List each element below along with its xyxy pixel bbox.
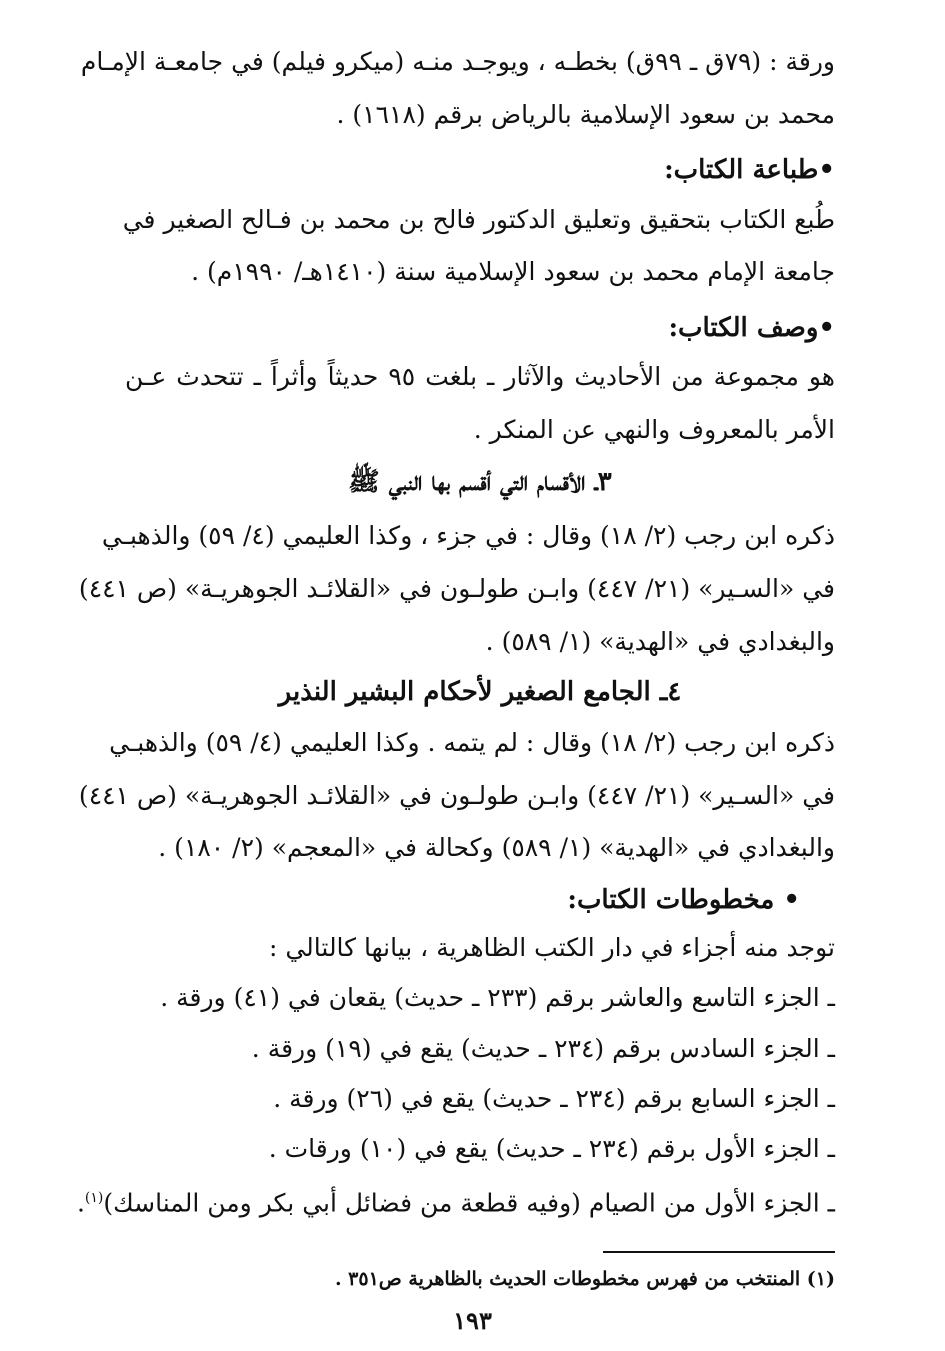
list-item-end: . bbox=[76, 1188, 85, 1218]
book-title-heading: ٤ـ الجامع الصغير لأحكام البشير النذير bbox=[278, 677, 682, 707]
footnote-marker: (١) bbox=[84, 1190, 104, 1206]
list-item: ـ الجزء الأول برقم (٢٣٤ ـ حديث) يقع في (١٠) ورقات . bbox=[268, 1134, 835, 1163]
paragraph-line: ورقة : (٧٩ق ـ ٩٩ق) بخطـه ، ويوجـد منـه (ميكرو فيلم) في جامعـة الإمـام bbox=[80, 47, 835, 76]
section-heading-description: •وصف الكتاب: bbox=[668, 313, 835, 343]
list-item-text: ـ الجزء الأول من الصيام (وفيه قطعة من فضائل أبي بكر ومن المناسك) bbox=[103, 1188, 835, 1218]
section-heading-printing: •طباعة الكتاب: bbox=[664, 155, 835, 185]
paragraph-line: طُبع الكتاب بتحقيق وتعليق الدكتور فالح بن محمد بن فـالح الصغير في bbox=[122, 205, 835, 234]
list-item: ـ الجزء التاسع والعاشر برقم (٢٣٣ ـ حديث) يقعان في (٤١) ورقة . bbox=[160, 983, 835, 1012]
paragraph-line: محمد بن سعود الإسلامية بالرياض برقم (١٦١٨) . bbox=[336, 100, 835, 129]
paragraph-line: في «السـير» (٢١/ ٤٤٧) وابـن طولـون في «القلائـد الجوهريـة» (ص ٤٤١) bbox=[78, 574, 835, 603]
footnote: (١) المنتخب من فهرس مخطوطات الحديث بالظاهرية ص٣٥١ . bbox=[334, 1268, 835, 1290]
list-item: ـ الجزء السابع برقم (٢٣٤ ـ حديث) يقع في (٢٦) ورقة . bbox=[273, 1084, 835, 1113]
list-item: ـ الجزء السادس برقم (٢٣٤ ـ حديث) يقع في (١٩) ورقة . bbox=[251, 1034, 835, 1063]
paragraph-line: الأمر بالمعروف والنهي عن المنكر . bbox=[473, 415, 835, 444]
section-heading-manuscripts: • مخطوطات الكتاب: bbox=[567, 885, 800, 915]
paragraph-line: جامعة الإمام محمد بن سعود الإسلامية سنة (١٤١٠هـ/ ١٩٩٠م) . bbox=[191, 257, 835, 286]
list-item bbox=[76, 1178, 835, 1223]
paragraph-line: توجد منه أجزاء في دار الكتب الظاهرية ، بيانها كالتالي : bbox=[268, 933, 835, 962]
paragraph-line: والبغدادي في «الهدية» (١/ ٥٨٩) . bbox=[485, 627, 835, 656]
paragraph-line: ذكره ابن رجب (٢/ ١٨) وقال : لم يتمه . وكذا العليمي (٤/ ٥٩) والذهبـي bbox=[109, 728, 835, 757]
paragraph-line: والبغدادي في «الهدية» (١/ ٥٨٩) وكحالة في «المعجم» (٢/ ١٨٠) . bbox=[158, 833, 835, 862]
paragraph-line: ذكره ابن رجب (٢/ ١٨) وقال : في جزء ، وكذا العليمي (٤/ ٥٩) والذهبـي bbox=[101, 521, 835, 550]
page-number: ١٩٣ bbox=[453, 1306, 492, 1335]
footnote-separator bbox=[603, 1251, 835, 1253]
paragraph-line: في «السـير» (٢١/ ٤٤٧) وابـن طولـون في «القلائـد الجوهريـة» (ص ٤٤١) bbox=[78, 781, 835, 810]
book-title-heading: ٣ـ الأقسام التي أقسم بها النبي ﷺ bbox=[348, 467, 612, 497]
paragraph-line: هو مجموعة من الأحاديث والآثار ـ بلغت ٩٥ حديثاً وأثراً ـ تتحدث عـن bbox=[125, 362, 835, 391]
